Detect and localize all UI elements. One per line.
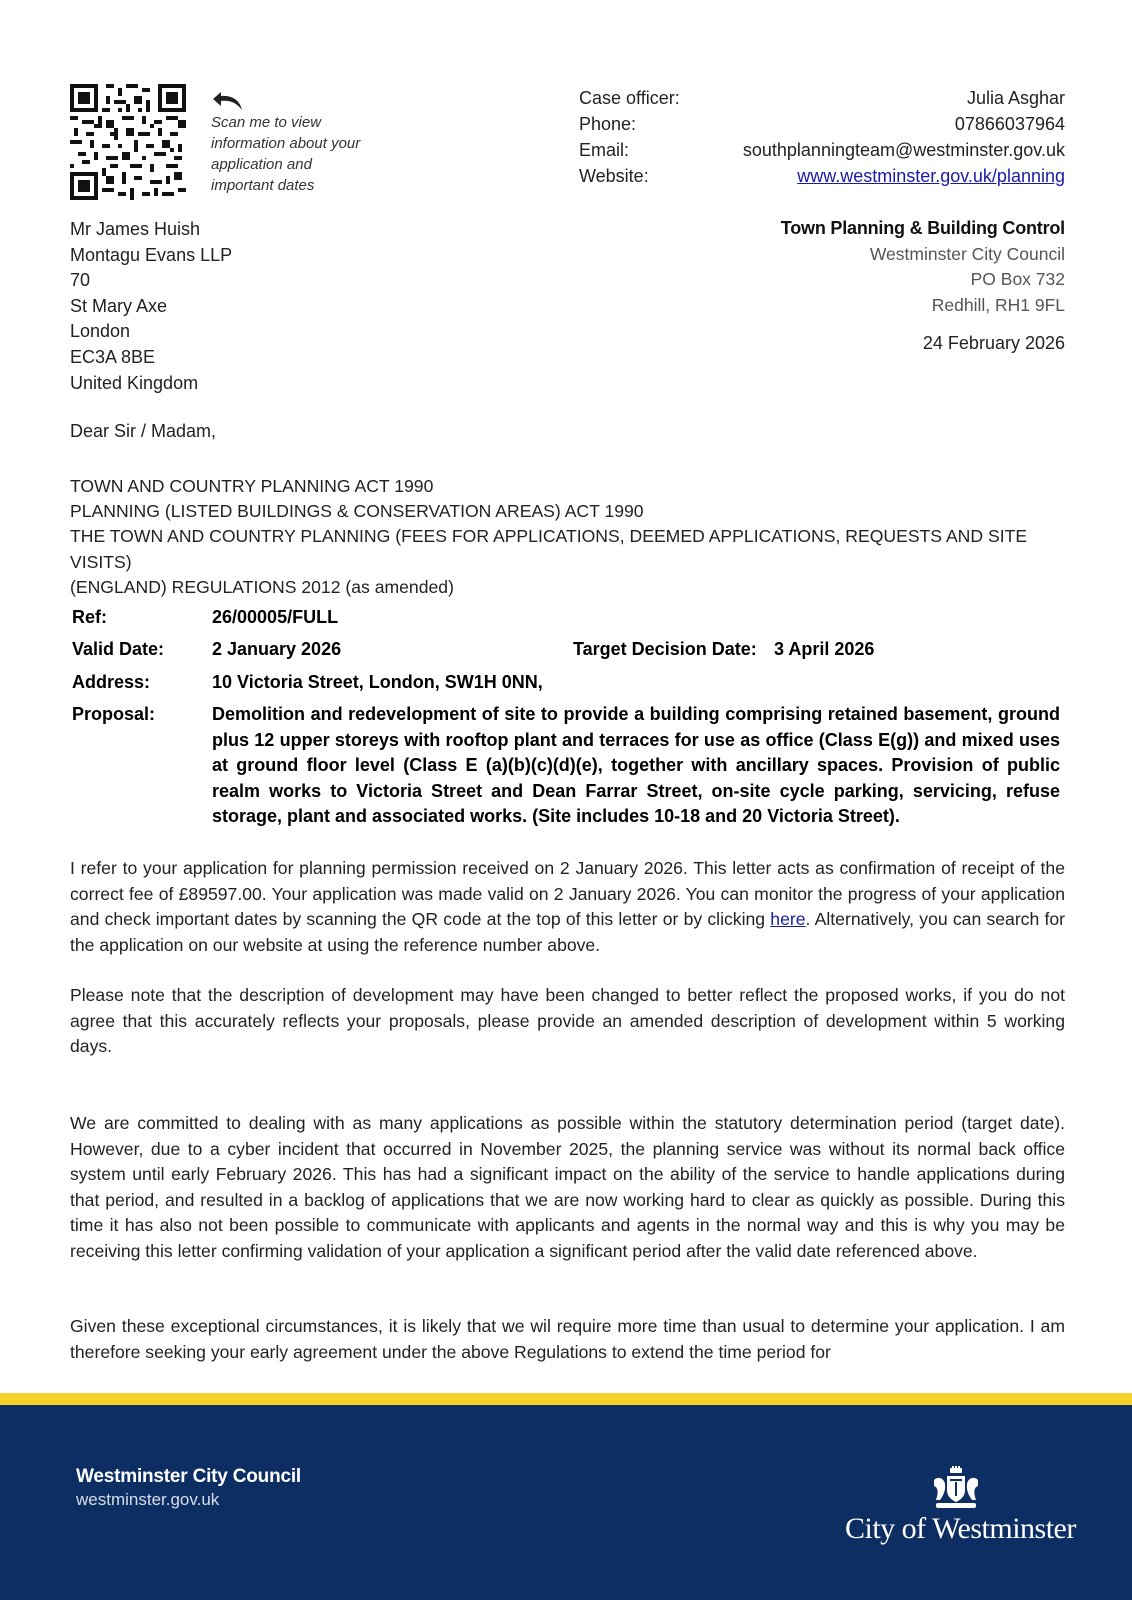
sender-department: Town Planning & Building Control	[780, 218, 1065, 238]
paragraph-extension-request: Given these exceptional circumstances, it is likely that we wil require more time than usual to determine your application. I am therefore seeking your early agreement under the above Regulations to extend the time period for	[70, 1316, 1065, 1362]
addressee-number: 70	[70, 270, 91, 291]
address-row	[72, 670, 1060, 702]
email-row	[579, 137, 1065, 163]
phone-value: 07866037964	[954, 114, 1065, 134]
coat-of-arms-icon	[930, 1466, 982, 1510]
paragraph-fee-confirmation	[70, 856, 1065, 958]
footer-brand-wordmark: City of Westminster	[845, 1512, 1076, 1545]
email-label: Email:	[579, 140, 630, 160]
act-line-1: TOWN AND COUNTRY PLANNING ACT 1990	[70, 476, 434, 496]
qr-code[interactable]	[70, 84, 186, 200]
valid-date-row	[72, 637, 1060, 670]
legislation-heading	[70, 474, 1070, 600]
addressee-block	[70, 217, 232, 396]
footer-council-name: Westminster City Council	[76, 1466, 301, 1487]
phone-label: Phone:	[579, 114, 637, 134]
salutation: Dear Sir / Madam,	[70, 421, 217, 441]
sender-po-box: PO Box 732	[970, 269, 1065, 289]
address-value: 10 Victoria Street, London, SW1H 0NN,	[212, 672, 543, 692]
valid-date-label: Valid Date:	[72, 639, 165, 659]
website-row	[579, 163, 1065, 189]
address-label: Address:	[72, 672, 151, 692]
email-value: southplanningteam@westminster.gov.uk	[742, 140, 1065, 160]
application-link[interactable]: here	[770, 909, 806, 929]
website-label: Website:	[579, 166, 649, 186]
addressee-name: Mr James Huish	[70, 219, 201, 239]
addressee-company: Montagu Evans LLP	[70, 244, 233, 265]
ref-row	[72, 605, 1060, 637]
sender-council: Westminster City Council	[869, 243, 1065, 264]
proposal-label: Proposal:	[72, 704, 156, 724]
case-officer-row	[579, 85, 1065, 111]
qr-hint: Scan me to view information about your application and important dates	[211, 114, 361, 194]
addressee-city: London	[70, 321, 131, 342]
paragraph-fee-text-end: . Alternatively, you can search for the application on our website at using the reference number above.	[70, 909, 1066, 955]
target-date-label: Target Decision Date:	[573, 639, 757, 659]
phone-row	[579, 111, 1065, 137]
contact-details	[579, 85, 1065, 189]
application-details	[72, 605, 1060, 830]
curved-arrow-icon	[212, 90, 244, 112]
addressee-country: United Kingdom	[70, 372, 199, 393]
addressee-postcode: EC3A 8BE	[70, 346, 156, 367]
valid-date-value: 2 January 2026	[212, 639, 342, 659]
case-officer-label: Case officer:	[579, 88, 680, 108]
target-date-value: 3 April 2026	[774, 639, 875, 659]
act-line-2: PLANNING (LISTED BUILDINGS & CONSERVATION AREAS) ACT 1990	[70, 501, 644, 522]
ref-value: 26/00005/FULL	[212, 607, 339, 627]
paragraph-description-note: Please note that the description of development may have been changed to better reflect the proposed works, if you do not agree that this accurately reflects your proposals, please provide an amended description of development within 5 working days.	[70, 985, 1065, 1056]
act-line-3: THE TOWN AND COUNTRY PLANNING (FEES FOR APPLICATIONS, DEEMED APPLICATIONS, REQUESTS AND SITE VISITS)	[70, 526, 1028, 572]
paragraph-cyber-incident: We are committed to dealing with as many applications as possible within the statutory determination period (target date). However, due to a cyber incident that occurred in November 2025, the planning service was without its normal back office system until early February 2026. This has had a significant impact on the ability of the service to handle applications during that period, and resulted in a backlog of applications that we are now working hard to clear as quickly as possible. During this time it has also not been possible to communicate with applicants and agents in the normal way and this is why you may be receiving this letter confirming validation of your application a significant period after the valid date referenced above.	[70, 1113, 1065, 1261]
case-officer-value: Julia Asghar	[966, 88, 1065, 108]
addressee-street: St Mary Axe	[70, 295, 168, 316]
proposal-value: Demolition and redevelopment of site to provide a building comprising retained basement, ground plus 12 upper storeys with rooftop plant and terraces for use as office (Class E(g)) and mixed uses at ground floor level (Class E (a)(b)(c)(d)(e), together with ancillary spaces. Provision of public realm works to Victoria Street and Dean Farrar Street, on-site cycle parking, servicing, refuse storage, plant and associated works. (Site includes 10-18 and 20 Victoria Street).	[212, 704, 1060, 827]
website-link[interactable]: www.westminster.gov.uk/planning	[797, 166, 1065, 186]
proposal-row	[72, 702, 1060, 830]
letter-date: 24 February 2026	[922, 333, 1065, 353]
footer-website: westminster.gov.uk	[76, 1490, 220, 1509]
ref-label: Ref:	[72, 607, 107, 627]
act-line-4: (ENGLAND) REGULATIONS 2012 (as amended)	[70, 576, 454, 597]
sender-block	[781, 216, 1065, 318]
sender-town: Redhill, RH1 9FL	[931, 294, 1065, 315]
footer-accent-stripe	[0, 1393, 1132, 1405]
paragraph-fee-text: I refer to your application for planning permission received on 2 January 2026. This letter acts as confirmation of receipt of the correct fee of £89597.00. Your application was made valid on 2 January 2026. You can monitor the progress of your application and check important dates by scanning the QR code at the top of this letter or by clicking	[70, 858, 1065, 929]
